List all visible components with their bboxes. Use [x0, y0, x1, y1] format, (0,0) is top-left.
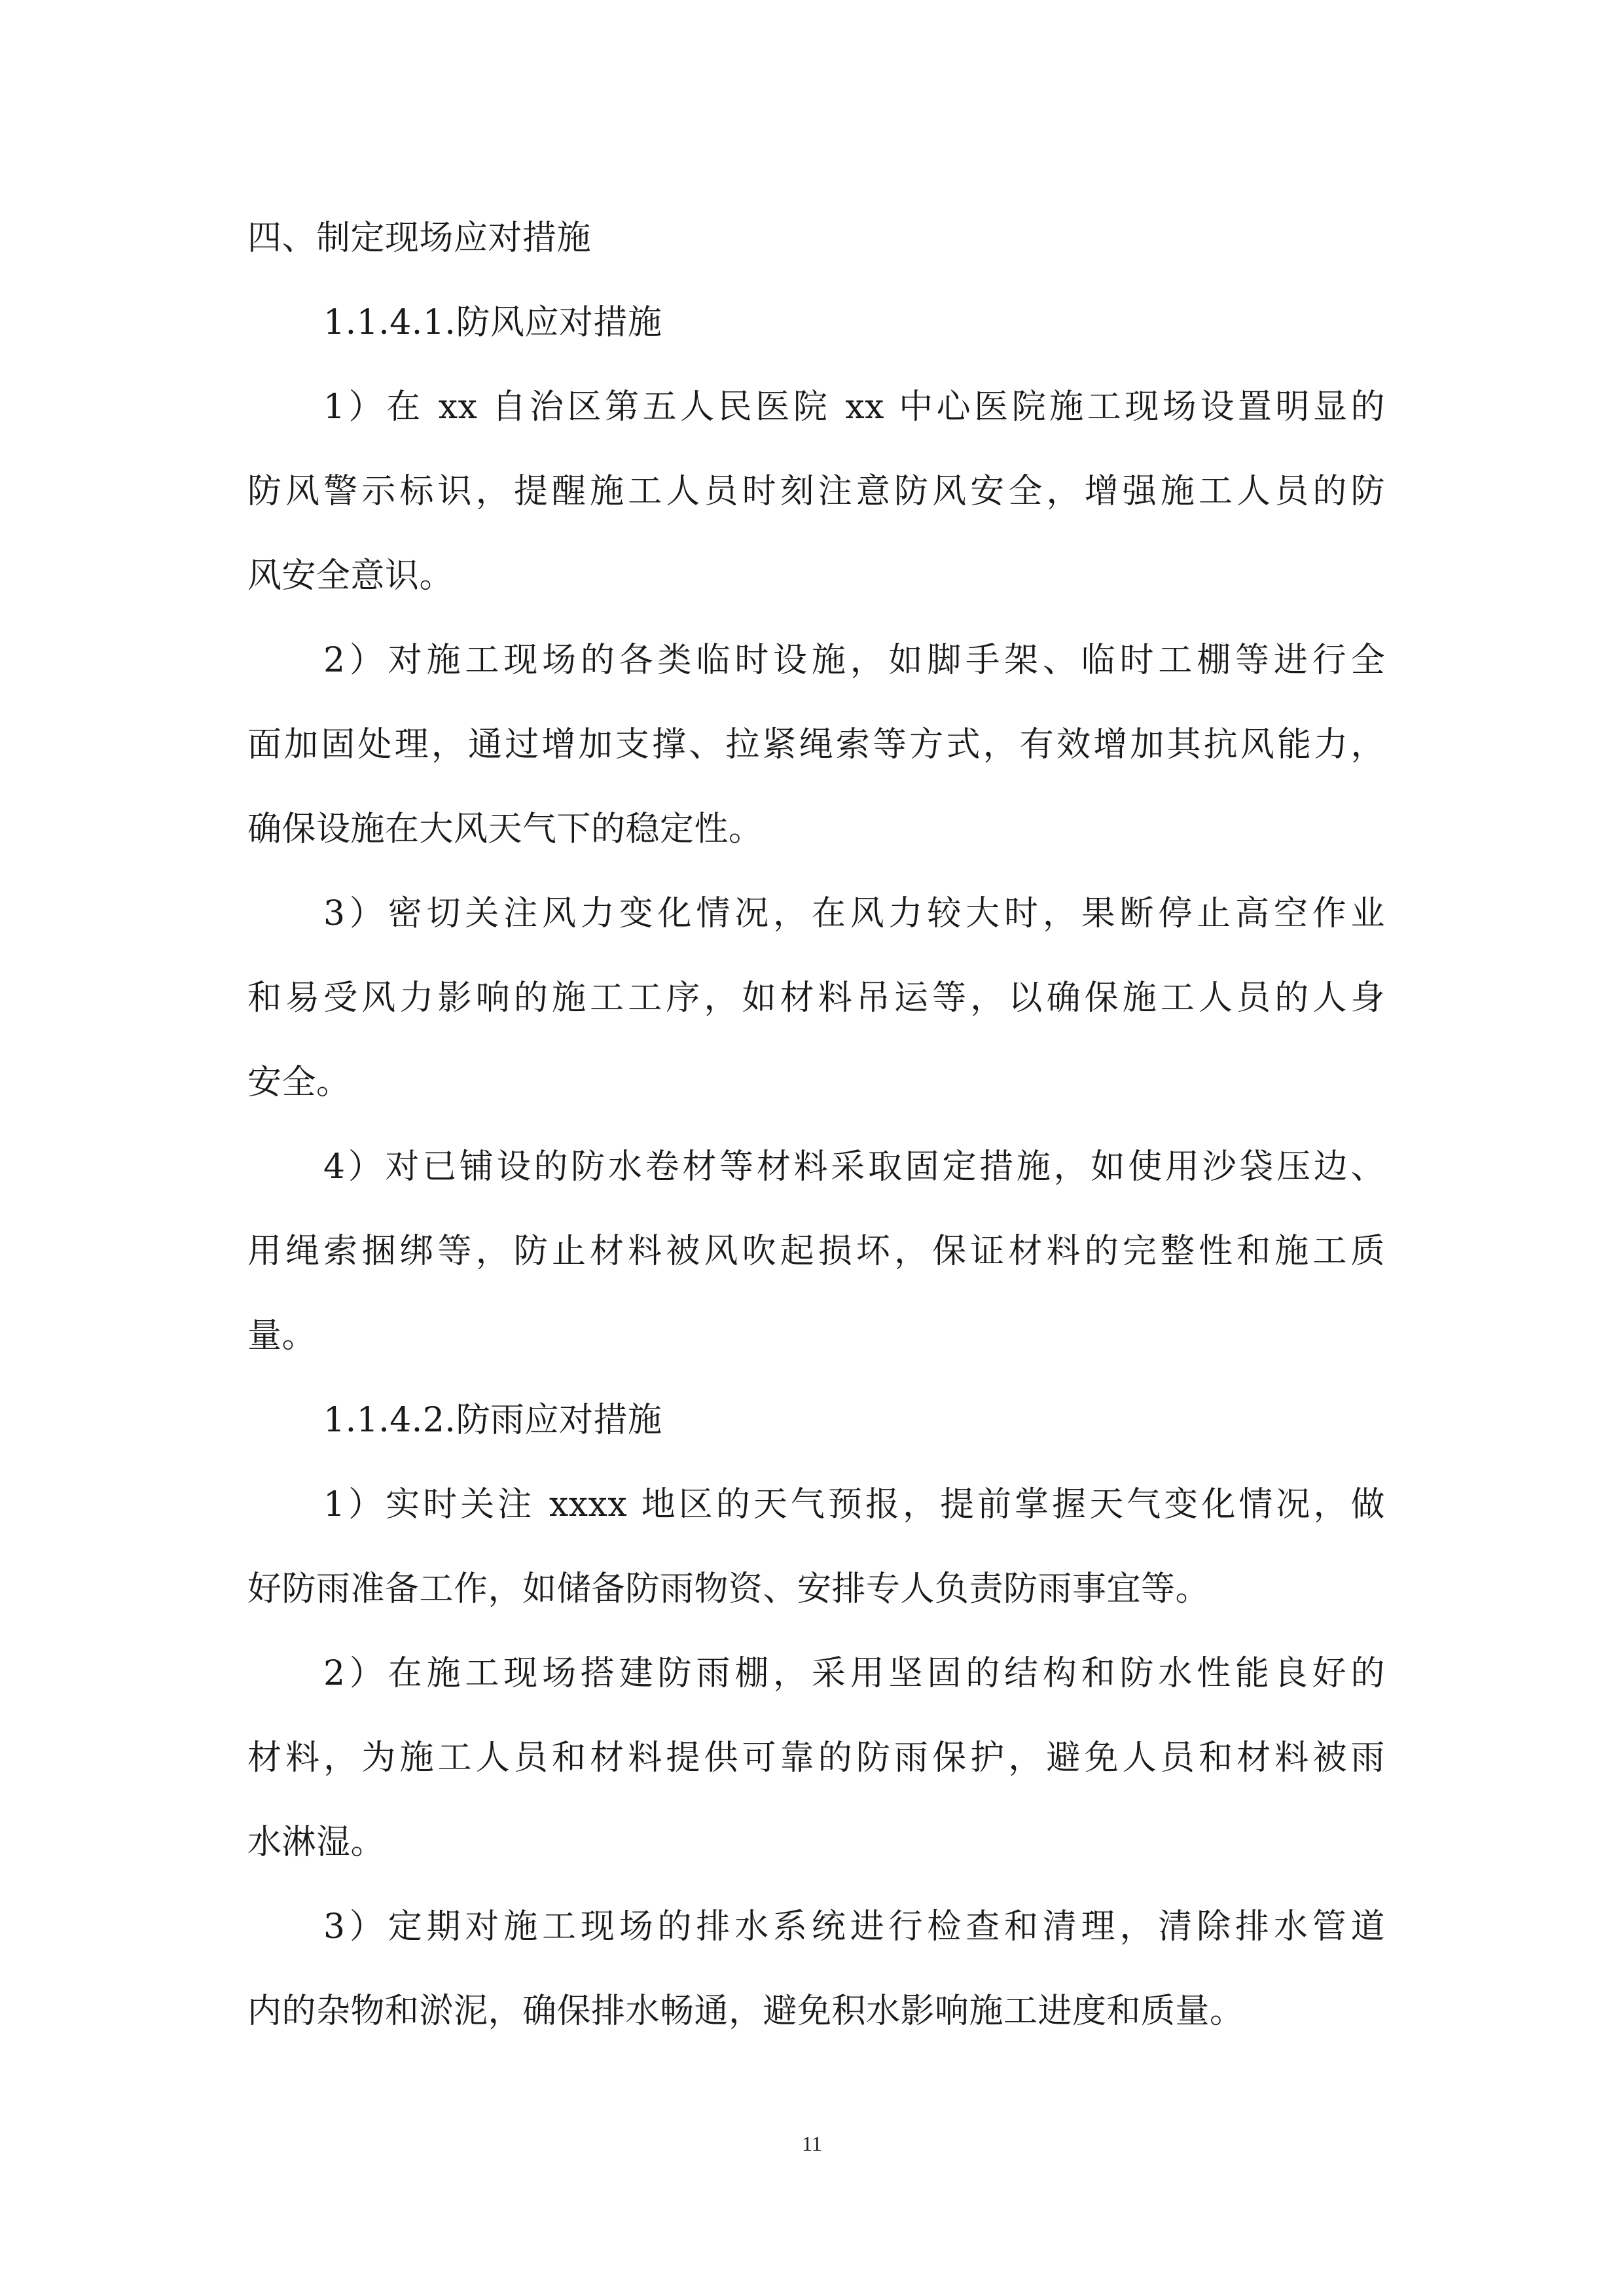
paragraph-wind-2: [247, 619, 1385, 872]
paragraph-line: 水淋湿。: [247, 1823, 386, 1862]
paragraph-line: 和易受风力影响的施工工序，如材料吊运等，以确保施工人员的人身: [247, 978, 1385, 1018]
paragraph-line: 确保设施在大风天气下的稳定性。: [247, 810, 763, 849]
paragraph-line: 量。: [247, 1316, 317, 1355]
document-body: [247, 196, 1385, 2054]
paragraph-line: 3）密切关注风力变化情况，在风力较大时，果断停止高空作业: [323, 894, 1385, 933]
paragraph-wind-3: [247, 872, 1385, 1125]
paragraph-line: 内的杂物和淤泥，确保排水畅通，避免积水影响施工进度和质量。: [247, 1992, 1244, 2031]
paragraph-line: 面加固处理，通过增加支撑、拉紧绳索等方式，有效增加其抗风能力，: [247, 725, 1385, 764]
paragraph-line: 用绳索捆绑等，防止材料被风吹起损坏，保证材料的完整性和施工质: [247, 1232, 1385, 1271]
paragraph-line: 风安全意识。: [247, 556, 454, 596]
paragraph-line: 2）在施工现场搭建防雨棚，采用坚固的结构和防水性能良好的: [323, 1654, 1385, 1693]
paragraph-line: 防风警示标识，提醒施工人员时刻注意防风安全，增强施工人员的防: [247, 472, 1385, 511]
page-number: 11: [802, 2132, 822, 2155]
paragraph-wind-4: [247, 1125, 1385, 1378]
paragraph-line: 3）定期对施工现场的排水系统进行检查和清理，清除排水管道: [323, 1907, 1385, 1946]
subsection-title-rain: 1.1.4.2.防雨应对措施: [323, 1401, 662, 1440]
paragraph-rain-3: [247, 1885, 1385, 2054]
paragraph-rain-1: [247, 1463, 1385, 1632]
paragraph-rain-2: [247, 1632, 1385, 1885]
paragraph-line: 4）对已铺设的防水卷材等材料采取固定措施，如使用沙袋压边、: [323, 1147, 1385, 1187]
paragraph-line: 好防雨准备工作，如储备防雨物资、安排专人负责防雨事宜等。: [247, 1570, 1210, 1609]
paragraph-line: 安全。: [247, 1063, 351, 1102]
section-heading: 四、制定现场应对措施: [247, 219, 592, 258]
paragraph-line: 材料，为施工人员和材料提供可靠的防雨保护，避免人员和材料被雨: [247, 1738, 1385, 1778]
paragraph-line: 1）在 xx 自治区第五人民医院 xx 中心医院施工现场设置明显的: [323, 387, 1385, 427]
paragraph-line: 1）实时关注 xxxx 地区的天气预报，提前掌握天气变化情况，做: [323, 1485, 1385, 1524]
subsection-title-wind: 1.1.4.1.防风应对措施: [323, 303, 662, 342]
paragraph-wind-1: [247, 365, 1385, 619]
paragraph-line: 2）对施工现场的各类临时设施，如脚手架、临时工棚等进行全: [323, 641, 1385, 680]
